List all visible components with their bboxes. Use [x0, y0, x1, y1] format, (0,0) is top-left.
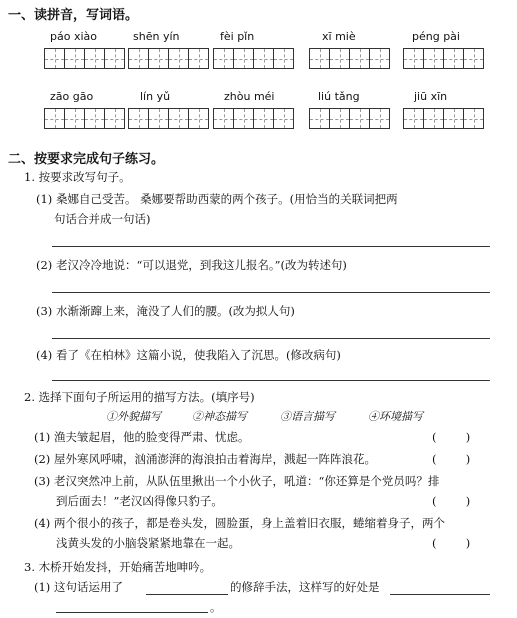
q1-title: 1. 按要求改写句子。 [24, 170, 131, 184]
q2-item-4-cont: 浅黄头发的小脑袋紧紧地靠在一起。 [56, 536, 240, 550]
q2-option-2: ②神态描写 [192, 410, 247, 423]
q2-answer-3[interactable]: ( ) [432, 494, 471, 508]
pinyin-8: zhòu méi [224, 90, 275, 103]
q2-option-1: ①外貌描写 [106, 410, 161, 423]
writing-grid-5[interactable] [403, 48, 484, 69]
pinyin-1: páo xiào [50, 30, 97, 43]
q3-title: 3. 木桥开始发抖，开始痛苦地呻吟。 [24, 560, 212, 574]
pinyin-7: lín yǔ [140, 90, 171, 103]
section-1-title: 一、读拼音，写词语。 [8, 8, 139, 23]
writing-grid-7[interactable] [128, 108, 209, 129]
pinyin-10: jiū xīn [414, 90, 448, 103]
q2-item-2: (2) 屋外寒风呼啸，汹涌澎湃的海浪拍击着海岸，溅起一阵阵浪花。 [34, 452, 376, 466]
section-2-title: 二、按要求完成句子练习。 [8, 152, 165, 167]
q3-item-1-a: (1) 这句话运用了 [34, 580, 123, 594]
writing-grid-2[interactable] [128, 48, 209, 69]
answer-line-3[interactable] [52, 338, 490, 339]
writing-grid-6[interactable] [44, 108, 125, 129]
q3-blank-2[interactable] [390, 594, 490, 595]
q2-answer-1[interactable]: ( ) [432, 430, 471, 444]
q2-option-4: ④环境描写 [368, 410, 423, 423]
q1-item-1: (1) 桑娜自己受苦。 桑娜要帮助西蒙的两个孩子。(用恰当的关联词把两 [36, 192, 398, 206]
writing-grid-4[interactable] [309, 48, 390, 69]
pinyin-3: fèi pǐn [220, 30, 255, 43]
q2-title: 2. 选择下面句子所运用的描写方法。(填序号) [24, 390, 255, 404]
pinyin-2: shēn yín [133, 30, 180, 43]
writing-grid-8[interactable] [213, 108, 294, 129]
q2-item-4: (4) 两个很小的孩子，都是卷头发，圆脸蛋，身上盖着旧衣服，蜷缩着身子，两个 [34, 516, 445, 530]
q1-item-1-cont: 句话合并成一句话) [54, 212, 151, 226]
q2-item-1: (1) 渔夫皱起眉，他的脸变得严肃、忧虑。 [34, 430, 250, 444]
pinyin-6: zāo gāo [50, 90, 94, 103]
q1-item-3: (3) 水渐渐蹿上来，淹没了人们的腰。(改为拟人句) [36, 304, 295, 318]
answer-line-4[interactable] [52, 380, 490, 381]
pinyin-9: liú tǎng [318, 90, 360, 103]
answer-line-2[interactable] [52, 292, 490, 293]
writing-grid-10[interactable] [403, 108, 484, 129]
q1-item-2: (2) 老汉冷冷地说：“可以退党，到我这儿报名。”(改为转述句) [36, 258, 347, 272]
q2-item-3: (3) 老汉突然冲上前，从队伍里揪出一个小伙子，吼道：“你还算是个党员吗？排 [34, 474, 440, 488]
q3-blank-3[interactable] [56, 612, 208, 613]
writing-grid-1[interactable] [44, 48, 125, 69]
q3-item-1-b: 的修辞手法，这样写的好处是 [230, 580, 380, 594]
pinyin-5: péng pài [412, 30, 460, 43]
writing-grid-3[interactable] [213, 48, 294, 69]
answer-line-1[interactable] [52, 246, 490, 247]
writing-grid-9[interactable] [309, 108, 390, 129]
q2-option-3: ③语言描写 [280, 410, 335, 423]
q2-answer-4[interactable]: ( ) [432, 536, 471, 550]
q1-item-4: (4) 看了《在柏林》这篇小说，使我陷入了沉思。(修改病句) [36, 348, 341, 362]
q3-period: 。 [210, 600, 222, 614]
q2-item-3-cont: 到后面去！”老汉凶得像只豹子。 [56, 494, 223, 508]
q2-answer-2[interactable]: ( ) [432, 452, 471, 466]
pinyin-4: xī miè [322, 30, 356, 43]
q3-blank-1[interactable] [146, 594, 228, 595]
